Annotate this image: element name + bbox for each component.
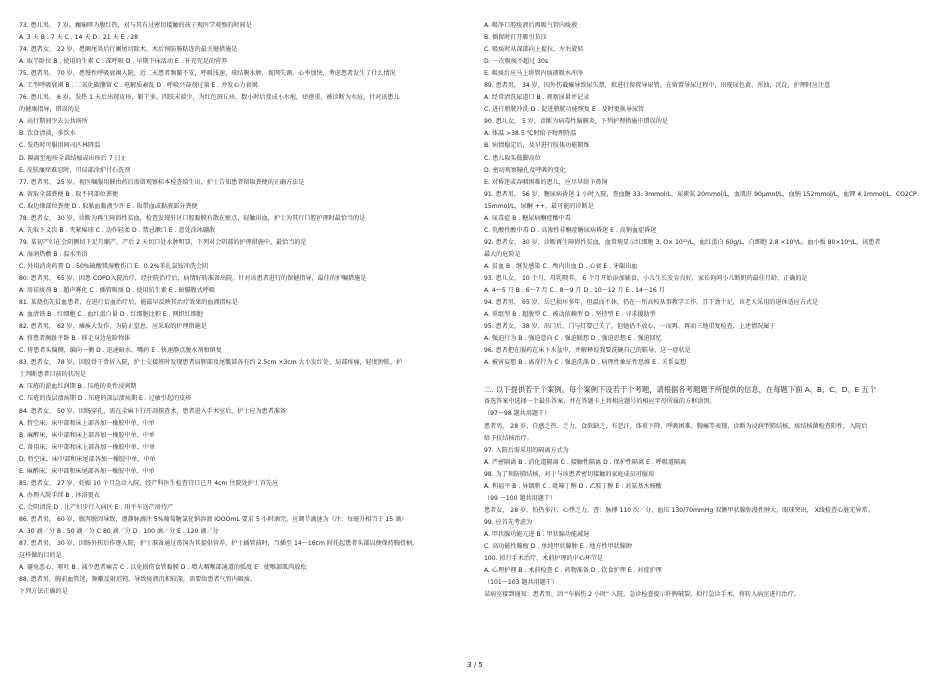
text-line: 83. 患者女， 78 岁，因股骨干骨折入院，护士交接班时发现患者肩胛部及尾骶部各有约 2.5cm ×3cm 大小发红处，局部疼痛，轻度肿胀，护 xyxy=(19,359,403,367)
text-line: C. 外用消炎药膏 D . 50%硫酸镁湿敷伤口 E . 0.2%苯扎氯铵冲洗会阴 xyxy=(19,262,209,270)
text-line: A. 强迫行为 B . 强迫意向 C . 强迫联想 D . 强迫思想 E . 强迫回忆 xyxy=(484,335,662,343)
text-line: 89. 患者男， 34 岁，因外伤截瘫导致尿失禁，拟进行留置导尿管。在留置导尿过程中，出现尿色黄、浑浊、沉淀，护理时应注意 xyxy=(484,82,831,90)
text-line: A. 4～5 月 B . 6～7 月 C . 8～9 月 D . 10～12 月 E . 14～16 月 xyxy=(484,287,665,295)
text-line: 86. 患者男， 60 岁，腹泻脱因导致，遵静脉滴注 5%葡萄糖氯化钠溶液 IOOOmL 要求 5 小时滴完，应调节滴速为（注：每毫升相当于 15 滴） xyxy=(19,515,408,523)
text-line: C. 取边缘部位粪便 D . 取脓血黏液少许 E . 取带血或黏液部分粪便 xyxy=(19,202,198,210)
right-column xyxy=(484,20,932,660)
text-line: （97～98 题共用题干） xyxy=(484,410,551,418)
text-line: A. 经常清洗尿道口 B . 观察尿量并记录 xyxy=(484,94,590,102)
text-line: 94. 患者男， 65 岁，岳已损坏多年，但温而不休，仍在一所高校从事教学工作，且干劲十足，该老人采用的退休适应方式是 xyxy=(484,299,819,307)
text-line: C. 发热时可服用阿司匹林降温 xyxy=(19,142,101,150)
text-line: 81. 某烧伤先贫血患者，在进行贫血治疗后，能最早反映其治疗效果的血液指标是 xyxy=(19,299,238,307)
text-line: A. 先取下义齿 B . 夹紧棉球 C . 动作轻柔 D . 禁忌漱口 E . 意处涂冰硼散 xyxy=(19,226,216,234)
text-line: 这样做的目的是 xyxy=(19,552,62,560)
text-line: A. 用祛痰剂 B . 超声雾化 C . 插管吸痰 D . 使用抗生素 E . 暗膈腹式呼吸 xyxy=(19,287,216,295)
text-line: 某病室接到通知：患者男，因 "车祸伤 2 小时" 入院，急诊检查提示肝脾破裂，拟行急诊手术，将转入病室进行治疗。 xyxy=(484,591,800,599)
text-line: A. 高行期间少去公共场所 xyxy=(19,118,88,126)
page-number: 3 / 5 xyxy=(467,661,483,669)
text-line: C. 吸痰时从深部向上提拉，左右旋转 xyxy=(484,46,584,54)
text-line: A. 留取全部粪便 B . 取不同部位粪便 xyxy=(19,190,119,198)
text-line: 95. 患者女， 38 岁，出门后，门与灯要已关了，但她仍不放心，一而再、再而三地重复检查，上述情况属于 xyxy=(484,323,776,331)
text-line: 87. 患者男， 30 岁，因肠外伤后作逐入院，护士准备通过鼻饲为其提供营养，护士插管前时，当插至 14～16cm 时托起患者头部以便保持胸骨柄， xyxy=(19,540,419,548)
text-line: 备选答案中选择一个最佳答案，并在答题卡上将相应题号的相应字母所属的方框涂黑。 xyxy=(484,398,716,406)
text-line: A. 湿润热敷 B . 温水坐浴 xyxy=(19,250,88,258)
text-line: D. 密切观察瞳孔及呼吸的变化 xyxy=(484,166,566,174)
text-line: E. 对昏迷或吞咽困难的患儿，应尽早给予鼻饲 xyxy=(484,178,608,186)
text-line: 77. 患者男， 25 岁，视医嘱服用催由药后需留观察标本检查给生出，护士告知患者留取粪便的正确方法是 xyxy=(19,178,305,186)
text-line: A. 被害妄想 B . 离奇行为 C . 强迫洗涤 D . 病理性象征性思维 E . 关系妄想 xyxy=(484,359,687,367)
text-line: A. 贫血 B . 继发感染 C . 颅内出血 D . 心衰 E . 牙龈出血 xyxy=(484,262,638,270)
text-line: A. 心理护理 B . 术前检查 C . 药物准备 D . 饮食护理 E . 对症护理 xyxy=(484,567,662,575)
text-line: C. 进行膀胱冲洗 D . 促进膀胱功能恢复 E . 及时更换导尿管 xyxy=(484,106,645,114)
text-line: 74. 患者女， 22 岁，患阑尾炎后行阑尾切除术，术后预防肠粘连的最关键措施是 xyxy=(19,46,238,54)
text-line: C. 高功能性腺瘤 D . 单纯甲状腺肿 E . 地方性甲状腺肿 xyxy=(484,542,632,550)
text-line: A. 体温 >38.5 ℃时给予物理降温 xyxy=(484,130,577,138)
text-line: E. 麻醉床，床中部和床尾部各加一橡胶中单、中单 xyxy=(19,467,155,475)
text-line: D. 一次吸痰不超过 30s xyxy=(484,58,549,66)
text-line: 下列方法正确的是 xyxy=(19,588,68,596)
text-line: C. 会阴清洗 D . 让产妇步行入病区 E . 用平车送产房待产 xyxy=(19,503,174,511)
text-line: 96. 患者把在服药在床下水盆中，并解释说我要洗碗自己的鞋导，这一症状是 xyxy=(484,347,691,355)
text-line: A. 重组型 B . 超脱型 C . 被动依赖型 D . 坚持型 E . 寻求援助型 xyxy=(484,311,656,319)
text-line: B. 病情稳定后，及早进行肢体功能锻炼 xyxy=(484,142,590,150)
text-line: A. 吸净口腔痰液后再吸气管内痰液 xyxy=(484,22,578,29)
text-line: E. 吸痰后应马上将管内痰液吸水冲净 xyxy=(484,70,584,78)
text-line: 82. 患者男， 62 岁，瘫痪大发作，为防止窒息，应采取的护理措施是 xyxy=(19,323,207,331)
text-line: B. 饮食清淡，多饮水 xyxy=(19,130,76,138)
text-line: A. 避免恶心、呕吐 B . 减少患者痛苦 C . 以免损伤食管黏膜 D . 增大咽喉部通道的弧度 E . 使喉部肌肉放松 xyxy=(19,564,307,572)
text-line: 75. 患者男， 70 岁，患慢性呼吸衰竭入院，近二天患者频繁不安，呼吸浅速，球结膜水肿，视网失调，心率加快，考虑患者发生了什么情况 xyxy=(19,70,396,78)
text-line: 91. 患者男， 56 岁，糖尿病昏迷 1 小时入院，查血糖 33. 3mmol/L，尿素氮 20mmol/L，血肌肝 90μmol/L，血钠 152mmol/L，血钾 4.1mmol/L，CO2CP xyxy=(484,190,917,198)
text-line: 97. 入院后需采用的隔离方式为 xyxy=(484,446,569,454)
text-line: A. 压疮的淤血红润期 B . 压疮的炎性浸润期 xyxy=(19,383,137,391)
text-line: 73. 患儿男， 7 岁，癫痫哮为腹红热，对与其有过密切接触的孩子观医学观察的时间是 xyxy=(19,22,252,29)
text-line: 93. 患儿女， 10 个月，母乳喂养。 6 个月开始添加辅食，小儿生长发育良好，家长询问小儿断奶的最佳月龄，正确的是 xyxy=(484,274,808,282)
text-line: 88. 患者男，胸前血管迷，频嗽反射迟钝，导致痰液沉积较深，需要给患者气管内吸痰。 xyxy=(19,576,257,584)
text-line: （101～103 题共用题干） xyxy=(484,579,558,587)
text-line: 士判断患者目前的状况是 xyxy=(19,371,87,379)
text-line: E. 皮肤瘙痒难忍时，可局部涂炉甘石洗剂 xyxy=(19,166,131,174)
text-line: （99 ～100 题共用题干） xyxy=(484,494,557,502)
text-line: C. 备用床，床中部和床上部各加一橡胶中单、中单 xyxy=(19,443,156,451)
text-line: 80. 患者男， 65 岁，因患 COPD入院治疗，经住院治疗后，病情好转准备出院。针对该患者进行的保健指导，最佳的护嘱措施是 xyxy=(19,274,367,282)
text-line: A. 血清铁 B . 红细胞 C . 血红蛋白量 D . 红细胞比积 E . 网织红细胞 xyxy=(19,311,203,319)
text-line: 76. 患儿男， 6 岁，发热 1 天后出现皮疹，躯干多，四肢末端少，为红色斑丘疹，数小时后变成小水疱，痒感重，被诊断为水痘，针对该患儿 xyxy=(19,94,400,102)
text-line: C. 乳酸性酸中毒 D . 高渗性非酮症糖尿病昏迷 E . 高钠血症昏迷 xyxy=(484,226,657,234)
text-line: A. 取半卧位 B . 使用的生素 C . 深呼吸 D . 早期下床活动 E . 补充充足的营养 xyxy=(19,58,228,66)
text-line: 患者男， 28 岁，自感乏热、乏力，食欲缺乏，有恶汗，体重下降，呼吸困难、胸痛等表现，诊断为浸润型肺结核，痰结核菌检查阳性，入院后 xyxy=(484,422,868,430)
text-line: C. 压疮的浅层溃疡期 D . 压疮的深层溃疡期 E . 过敏引起的皮疹 xyxy=(19,395,192,403)
text-line: 15mmol/L，尿酮 ++。最可能的诊断是 xyxy=(484,202,594,210)
text-line: 78. 患者女， 30 岁，诊断为再生障碍性贫血，检查发现肝区口腔黏膜有散在瘀点，轻触出血，护士为其行口腔护理时最恰当的是 xyxy=(19,214,366,222)
left-column xyxy=(19,20,466,660)
text-line: A. 利福平 B . 异烟肼 C . 吡嗪丁醇 D . 乙胺丁醇 E . 对氨基水杨酸 xyxy=(484,482,662,490)
text-line: A. 将患者腕趾平卧 B . 移走身边危险物体 xyxy=(19,335,131,343)
text-line: 84. 患者女， 50 岁，因肠穿孔，需在全麻下行开剖探查术，患者进入手术室后，护士应为患者准备 xyxy=(19,407,287,415)
text-line: A. 暂空床，床中部和床上部各加一橡胶中单、中单 xyxy=(19,419,155,427)
text-line: B. 插留时打开吸引负压 xyxy=(484,34,547,42)
text-line: C. 将患者头偏侧，偏向一侧 D . 迅速暗水，嘴药 E . 快速静点脱水剂和镇复 xyxy=(19,347,222,355)
text-line: 给予抗结核治疗。 xyxy=(484,434,533,442)
text-line: A. 甲状腺功能亢进 B . 甲状腺功能减退 xyxy=(484,530,590,538)
text-line: 79. 某初产妇在会阴侧切下足月顺产，产后 2 天切口处水肿明显，下列对会阴部的护理措施中，最恰当的是 xyxy=(19,238,307,246)
text-line: 92. 患者女， 30 岁，诊断再生障碍性贫血，血常规显示红细胞 3. O× 10¹²/L，血红蛋白 60g/L，白细胞 2.8 ×10⁹/L，血小板 80×10⁹/L，该患者 xyxy=(484,238,881,246)
text-line: A. 办理入院手续 B . 沐浴更衣 xyxy=(19,491,100,499)
text-line: D. 暂空床，床中部和床尾部各加一橡胶中单、中单 xyxy=(19,455,156,463)
text-line: 98. 为了预防肺结核，对于与该患者密切接触的家庭成员可服用 xyxy=(484,470,655,478)
text-line: A. 尿毒症 B . 糖尿病酮症酸中毒 xyxy=(484,214,571,222)
text-line: C. 患儿取头低脚高位 xyxy=(484,154,541,162)
text-line: B. 麻醉床，床中部和床上部各加一橡胶中单、中单 xyxy=(19,431,156,439)
text-line: D. 隔离至疱疹全部结痂或出疹后 7 日止 xyxy=(19,154,127,162)
text-line: 最大的危险是 xyxy=(484,250,521,258)
text-line: 85. 患者女， 27 岁，妊娠 10 个月急诊入院，经产科医生检查宫口已开 4cm 住院处护士首先应 xyxy=(19,479,279,487)
text-line: A. 3 天 B . 7 天 C . 14 天 D . 21 天 E . 28 xyxy=(19,34,139,42)
text-line: 100. 拟行手术治疗，术前护理的中心环节是 xyxy=(484,555,604,563)
text-line: A. 30 滴／分 B . 50 滴／分 C 80 滴／分 D . 100 滴／分 E . 120 滴／分 xyxy=(19,527,219,535)
text-line: 患者女， 28 岁，怕热多汗，心悸乏力，查：脉搏 110 次／分，血压 130/70mmHg 双侧甲状腺弥漫性肿大，眼球突出， X线检查心脏无异常。 xyxy=(484,506,874,514)
text-line: 的健康指导，错误的是 xyxy=(19,106,80,114)
spacer xyxy=(484,369,932,375)
text-line: A. 工型呼吸衰竭 B . 二氧化碳潴留 C . 电解质紊乱 D . 呼吸兴奋剂过量 E . 并发心力衰竭 xyxy=(19,82,258,90)
text-line: 99. 应首先考虑为 xyxy=(484,518,533,526)
text-line: A. 严密隔离 B . 消化道隔离 C . 接触性隔离 D . 保护性隔离 E . 呼吸道隔离 xyxy=(484,458,687,466)
text-line: 90. 患儿女， 5 岁，诊断为病毒性脑膜炎，下列护理措施中错误的是 xyxy=(484,118,668,126)
text-line: 二. 以下提供若干个案例，每个案例下设若干个考题，请根据各考题题干所提供的信息，在每题下面 A、B、C、D、E 五个 xyxy=(484,385,877,395)
